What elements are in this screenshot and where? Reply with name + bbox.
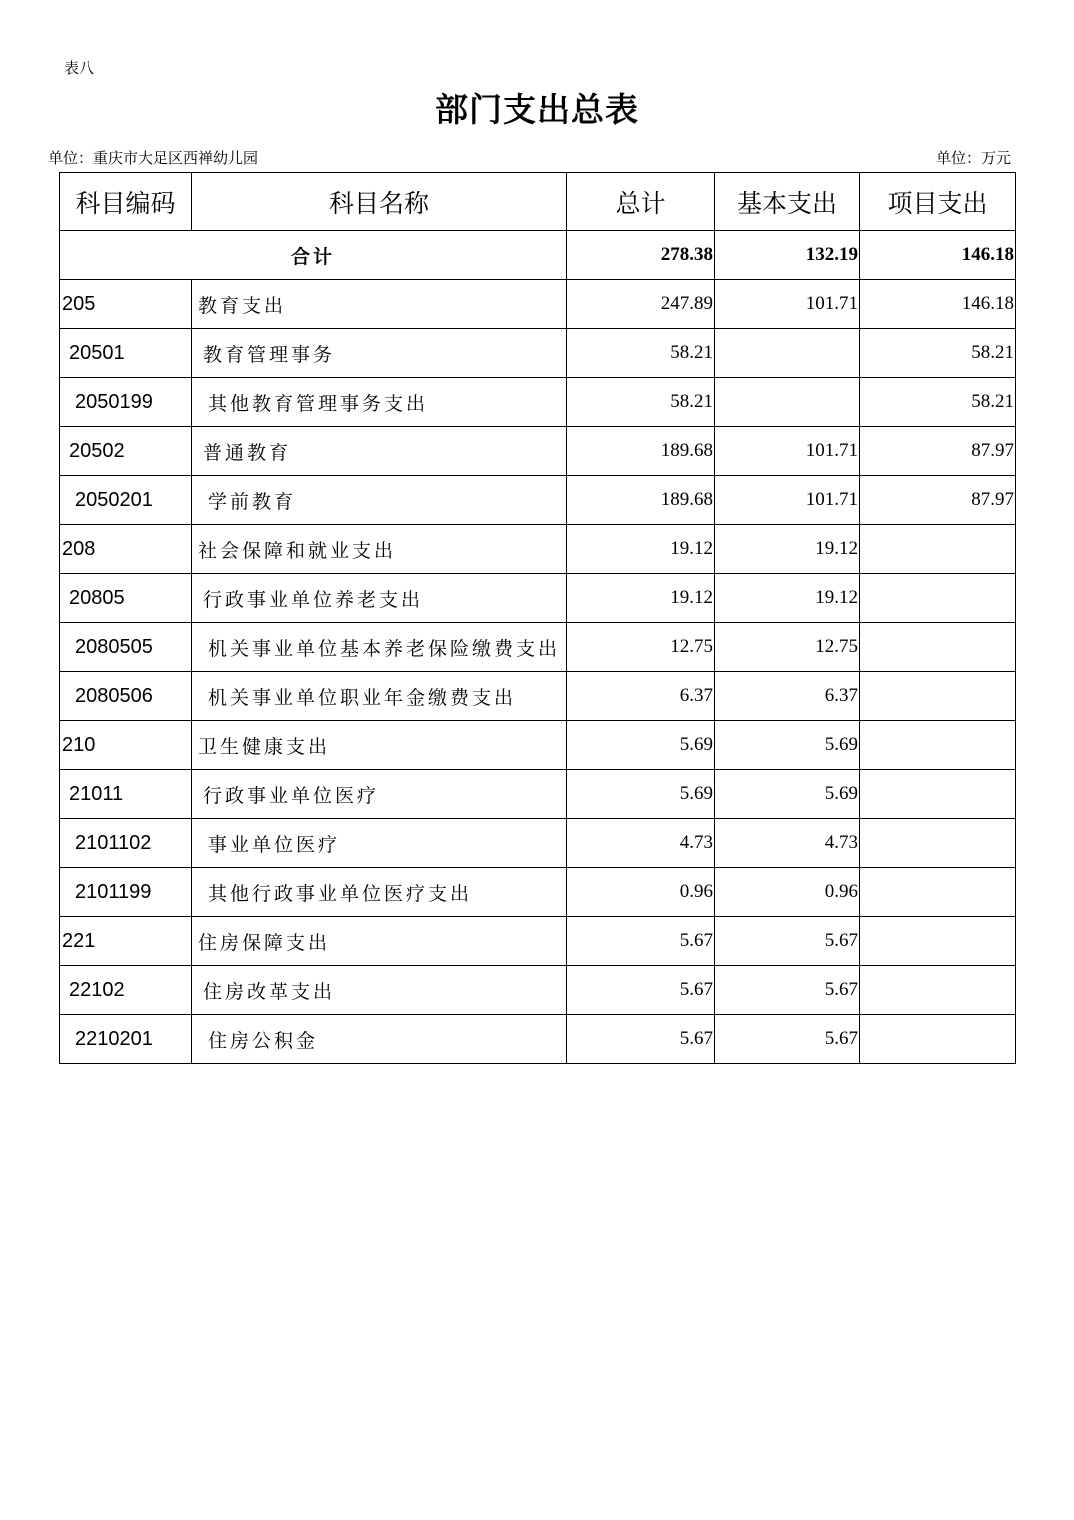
expenditure-table (59, 172, 1016, 1064)
cell-total: 4.73 (567, 819, 715, 868)
cell-name: 社会保障和就业支出 (192, 525, 567, 574)
cell-project: 146.18 (860, 280, 1016, 329)
cell-code: 208 (60, 525, 192, 574)
column-header-total: 总计 (567, 173, 715, 231)
cell-name: 住房改革支出 (192, 966, 567, 1015)
table-row (60, 525, 1016, 574)
cell-project (860, 966, 1016, 1015)
table-number: 表八 (64, 59, 95, 77)
column-header-code: 科目编码 (60, 173, 192, 231)
cell-name: 卫生健康支出 (192, 721, 567, 770)
total-label: 合计 (60, 231, 567, 280)
cell-total: 247.89 (567, 280, 715, 329)
cell-project (860, 868, 1016, 917)
cell-basic: 5.67 (715, 917, 860, 966)
cell-name: 事业单位医疗 (192, 819, 567, 868)
cell-basic: 19.12 (715, 574, 860, 623)
cell-basic: 12.75 (715, 623, 860, 672)
table-row (60, 868, 1016, 917)
column-header-name: 科目名称 (192, 173, 567, 231)
cell-project (860, 574, 1016, 623)
table-row (60, 770, 1016, 819)
cell-code: 21011 (60, 770, 192, 819)
cell-basic: 5.67 (715, 966, 860, 1015)
table-row (60, 672, 1016, 721)
table-row (60, 378, 1016, 427)
cell-project: 87.97 (860, 476, 1016, 525)
cell-code: 2050201 (60, 476, 192, 525)
cell-total: 19.12 (567, 525, 715, 574)
cell-total: 189.68 (567, 476, 715, 525)
cell-basic: 5.67 (715, 1015, 860, 1064)
cell-total: 19.12 (567, 574, 715, 623)
cell-code: 2210201 (60, 1015, 192, 1064)
cell-basic (715, 378, 860, 427)
cell-name: 教育支出 (192, 280, 567, 329)
cell-basic: 19.12 (715, 525, 860, 574)
table-row (60, 623, 1016, 672)
cell-code: 20501 (60, 329, 192, 378)
cell-code: 2101199 (60, 868, 192, 917)
cell-basic: 101.71 (715, 427, 860, 476)
cell-project (860, 721, 1016, 770)
cell-project (860, 770, 1016, 819)
total-basic: 132.19 (715, 231, 860, 280)
cell-project: 58.21 (860, 329, 1016, 378)
cell-project (860, 623, 1016, 672)
cell-total: 6.37 (567, 672, 715, 721)
cell-project (860, 819, 1016, 868)
cell-basic: 5.69 (715, 721, 860, 770)
table-row (60, 917, 1016, 966)
table-row (60, 1015, 1016, 1064)
cell-total: 189.68 (567, 427, 715, 476)
table-row (60, 427, 1016, 476)
cell-name: 机关事业单位基本养老保险缴费支出 (192, 623, 567, 672)
cell-code: 20805 (60, 574, 192, 623)
cell-code: 210 (60, 721, 192, 770)
cell-total: 5.69 (567, 721, 715, 770)
table-row (60, 574, 1016, 623)
table-row (60, 476, 1016, 525)
table-row (60, 721, 1016, 770)
cell-name: 机关事业单位职业年金缴费支出 (192, 672, 567, 721)
page-title: 部门支出总表 (435, 90, 639, 129)
cell-project (860, 1015, 1016, 1064)
cell-code: 205 (60, 280, 192, 329)
table-row (60, 280, 1016, 329)
cell-project (860, 672, 1016, 721)
cell-code: 2101102 (60, 819, 192, 868)
cell-total: 5.67 (567, 917, 715, 966)
cell-name: 行政事业单位养老支出 (192, 574, 567, 623)
cell-basic: 6.37 (715, 672, 860, 721)
cell-total: 0.96 (567, 868, 715, 917)
cell-code: 2080505 (60, 623, 192, 672)
cell-total: 5.69 (567, 770, 715, 819)
column-header-basic: 基本支出 (715, 173, 860, 231)
cell-project: 58.21 (860, 378, 1016, 427)
currency-unit: 单位：万元 (935, 149, 1011, 167)
cell-name: 其他教育管理事务支出 (192, 378, 567, 427)
cell-code: 2080506 (60, 672, 192, 721)
cell-basic (715, 329, 860, 378)
cell-name: 学前教育 (192, 476, 567, 525)
cell-basic: 101.71 (715, 476, 860, 525)
cell-name: 普通教育 (192, 427, 567, 476)
cell-total: 58.21 (567, 378, 715, 427)
cell-name: 其他行政事业单位医疗支出 (192, 868, 567, 917)
cell-code: 20502 (60, 427, 192, 476)
cell-project (860, 525, 1016, 574)
cell-total: 5.67 (567, 966, 715, 1015)
organization-unit: 单位：重庆市大足区西禅幼儿园 (48, 149, 259, 167)
total-row (60, 231, 1016, 280)
cell-name: 住房保障支出 (192, 917, 567, 966)
cell-basic: 5.69 (715, 770, 860, 819)
header-row (60, 173, 1016, 231)
cell-total: 58.21 (567, 329, 715, 378)
cell-basic: 0.96 (715, 868, 860, 917)
table-row (60, 819, 1016, 868)
cell-code: 22102 (60, 966, 192, 1015)
cell-code: 2050199 (60, 378, 192, 427)
column-header-project: 项目支出 (860, 173, 1016, 231)
cell-total: 12.75 (567, 623, 715, 672)
cell-name: 住房公积金 (192, 1015, 567, 1064)
cell-code: 221 (60, 917, 192, 966)
table-row (60, 329, 1016, 378)
cell-total: 5.67 (567, 1015, 715, 1064)
total-project: 146.18 (860, 231, 1016, 280)
cell-basic: 101.71 (715, 280, 860, 329)
total-sum: 278.38 (567, 231, 715, 280)
cell-project (860, 917, 1016, 966)
table-row (60, 966, 1016, 1015)
cell-name: 行政事业单位医疗 (192, 770, 567, 819)
cell-name: 教育管理事务 (192, 329, 567, 378)
cell-basic: 4.73 (715, 819, 860, 868)
cell-project: 87.97 (860, 427, 1016, 476)
